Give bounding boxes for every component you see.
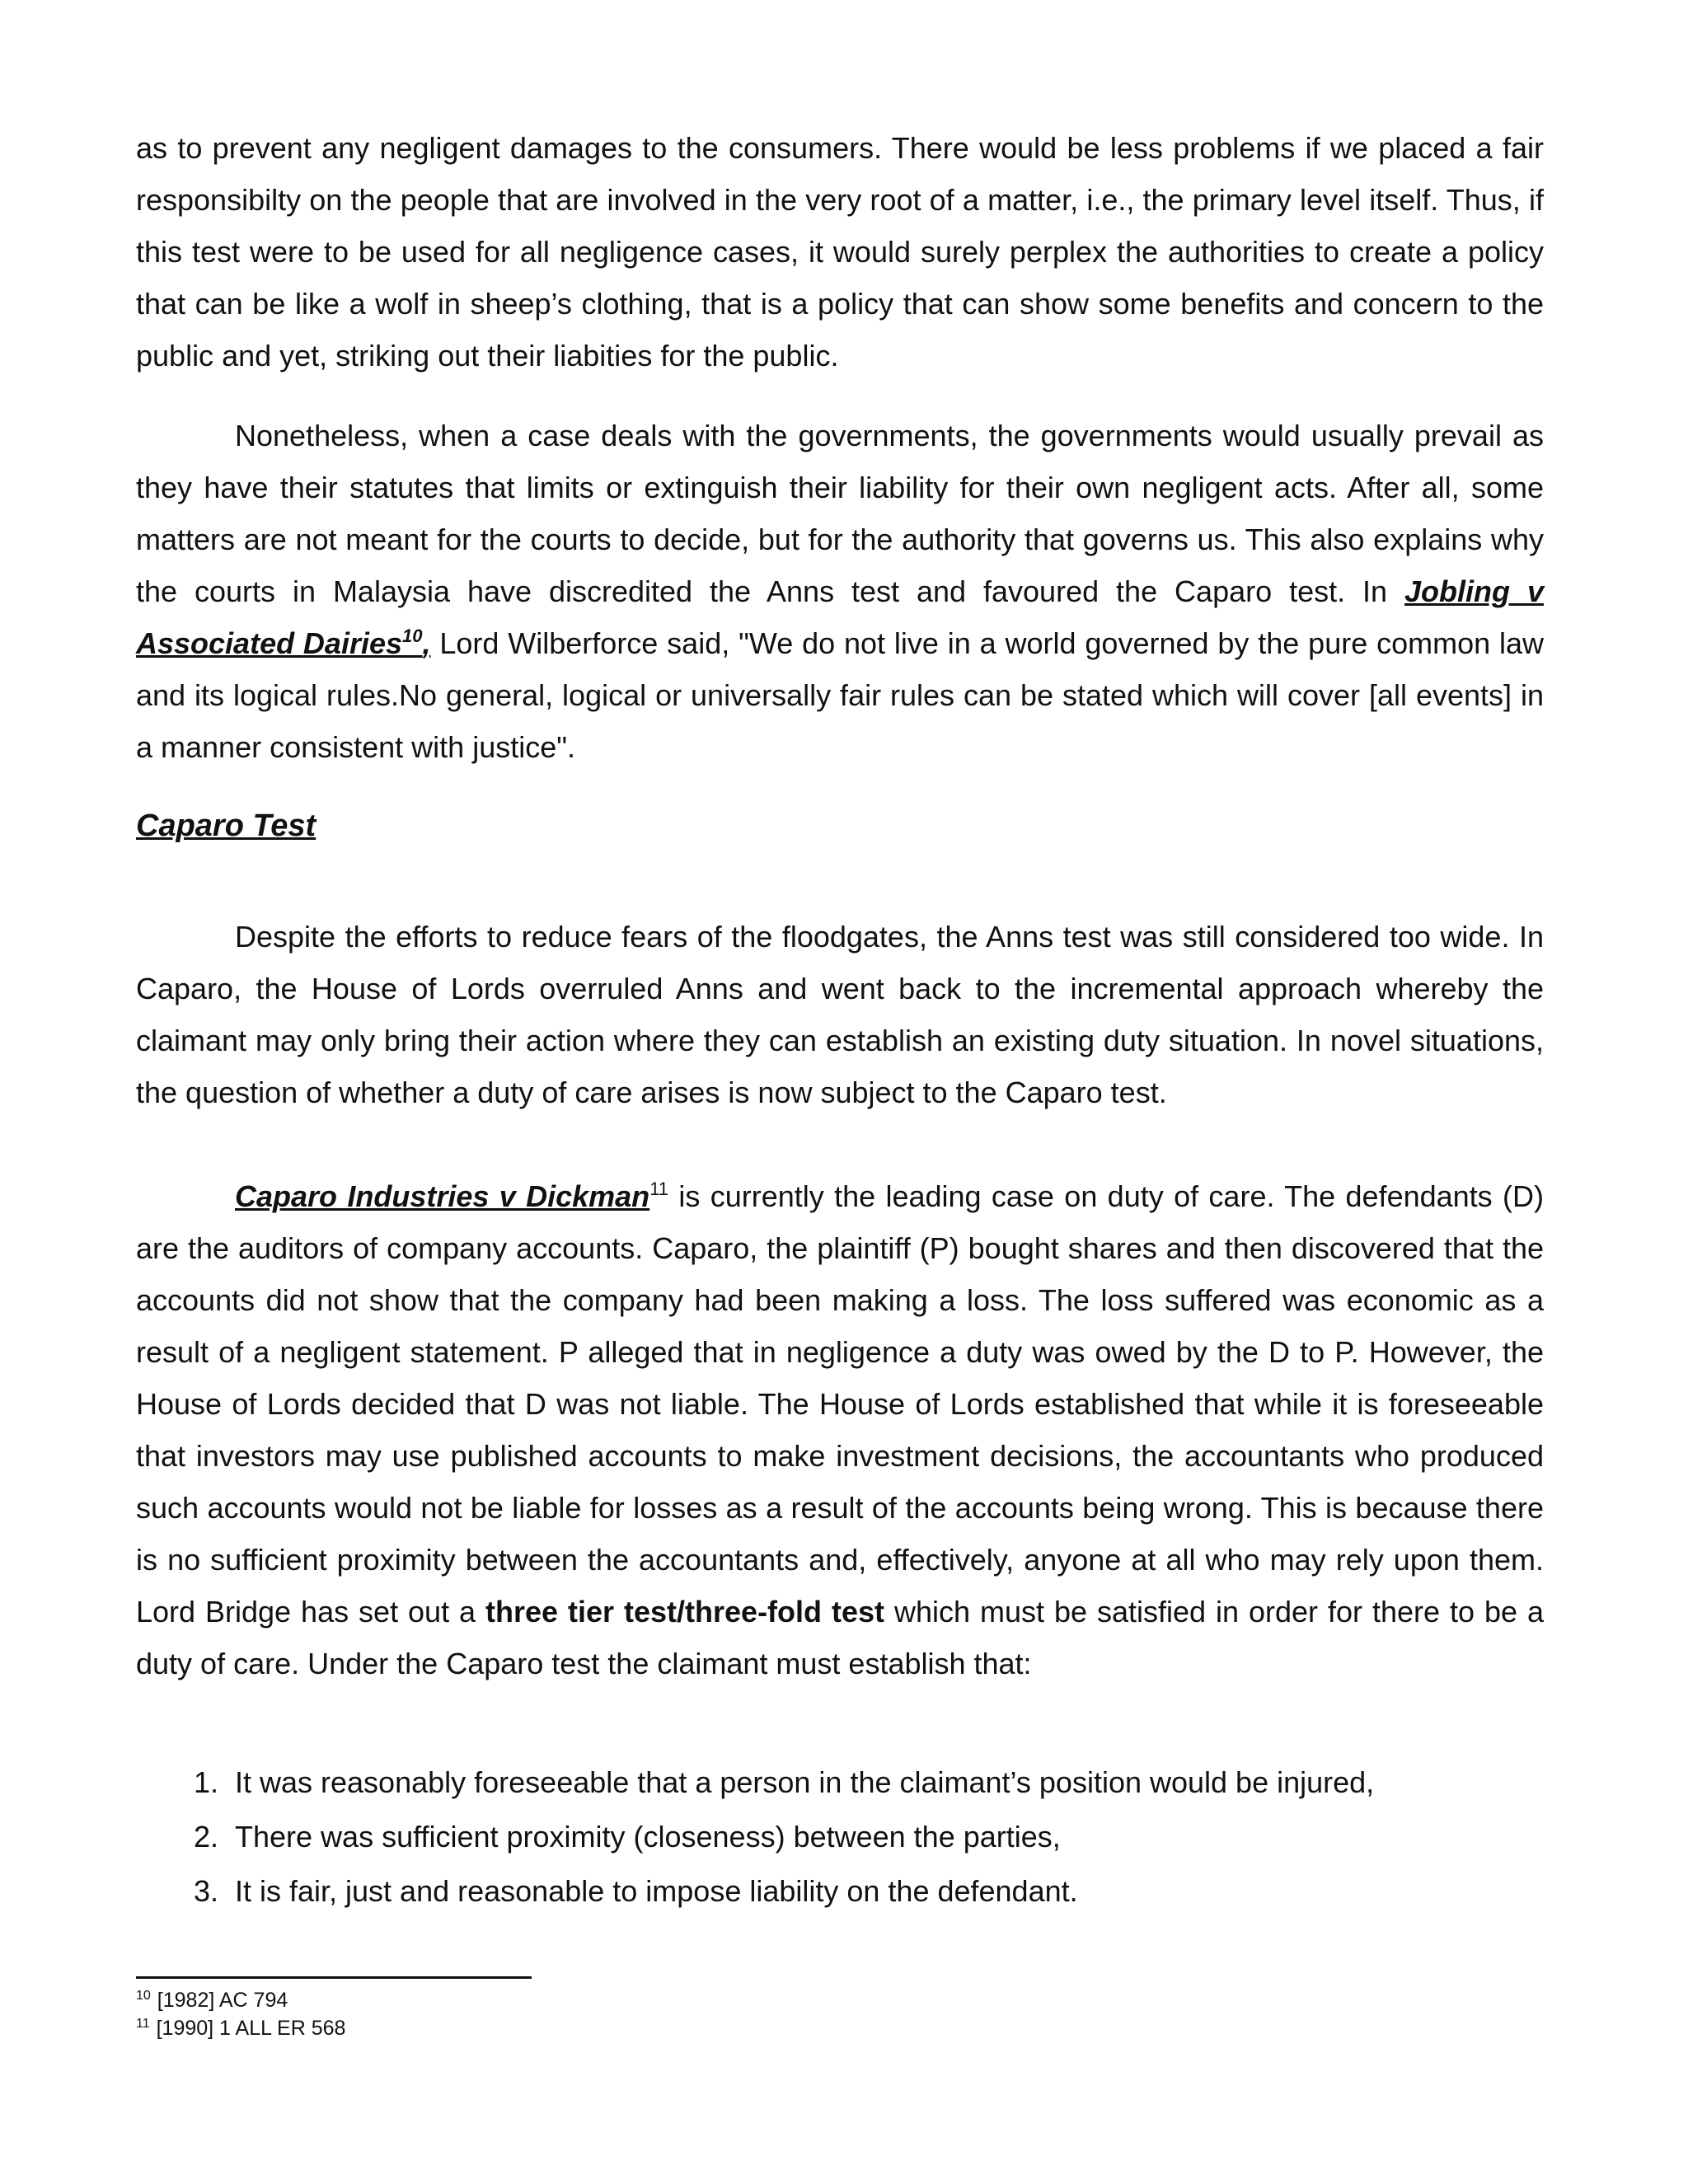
footnote-number: 10 — [136, 1989, 151, 2003]
footnote-10 — [136, 1986, 345, 2014]
list-number: 3. — [193, 1874, 218, 1908]
paragraph-text: as to prevent any negligent damages to the consumers. There would be less problems if we placed a fair responsibilty on the people that are involved in the very root of a matter, i.e., the primary level itself. Thus, if this test were to be used for all negligence cases, it would surely perplex the authorities to create a policy that can be like a wolf in sheep’s clothing, that is a policy that can show some benefits and concern to the public and yet, striking out their liabities for the public. — [136, 131, 1544, 373]
caparo-criteria-list — [136, 1755, 1544, 1919]
footnote-text: [1990] 1 ALL ER 568 — [156, 2017, 346, 2040]
list-item — [136, 1755, 1544, 1810]
footnote-11 — [136, 2014, 345, 2042]
paragraph-text-segment: which must be satisfied in order for there to be a duty of care. Under the Caparo test the claimant must establish that: — [136, 1595, 1544, 1680]
paragraph-3 — [136, 911, 1544, 1118]
paragraph-2 — [136, 410, 1544, 773]
paragraph-text — [136, 1170, 1544, 1690]
footnote-divider — [136, 1976, 532, 1979]
case-name: Jobling v Associated Dairies — [136, 574, 1544, 660]
paragraph-text-segment: is currently the leading case on duty of care. The defendants (D) are the auditors of company accounts. Caparo, the plaintiff (P) bought shares and then discovered that the accounts did not show that the company had been making a loss. The loss suffered was economic as a result of a negligent statement. P alleged that in negligence a duty was owed by the D to P. However, the House of Lords decided that D was not liable. The House of Lords established that while it is foreseeable that investors may use published accounts to make investment decisions, the accountants who produced such accounts would not be liable for losses as a result of the accounts being wrong. This is because there is no sufficient proximity between the accountants and, effectively, anyone at all who may rely upon them. Lord Bridge has set out a — [136, 1179, 1544, 1629]
paragraph-text — [136, 410, 1544, 773]
list-number: 2. — [193, 1820, 218, 1854]
footnote-text: [1982] AC 794 — [157, 1989, 288, 2012]
footnote-number: 11 — [136, 2017, 150, 2031]
footnote-ref-10: 10 — [402, 626, 423, 646]
paragraph-4 — [136, 1170, 1544, 1690]
paragraph-text: Despite the efforts to reduce fears of the floodgates, the Anns test was still considered too wide. In Caparo, the House of Lords overruled Anns and went back to the incremental approach whereby the claimant may only bring their action where they can establish an existing duty situation. In novel situations, the question of whether a duty of care arises is now subject to the Caparo test. — [136, 920, 1544, 1109]
list-item — [136, 1810, 1544, 1864]
case-citation-caparo: Caparo Industries v Dickman — [235, 1179, 650, 1213]
bold-term: three tier test/three-fold test — [485, 1595, 885, 1629]
paragraph-1 — [136, 122, 1544, 382]
list-text: There was sufficient proximity (closeness) between the parties, — [235, 1820, 1061, 1854]
paragraph-text-segment: Nonetheless, when a case deals with the governments, the governments would usually prevail as they have their statutes that limits or extinguish their liability for their own negligent acts. After all, some matters are not meant for the courts to decide, but for the authority that governs us. This also explains why the courts in Malaysia have discredited the Anns test and favoured the Caparo test. In — [136, 419, 1544, 608]
footnote-ref-11: 11 — [649, 1179, 669, 1199]
list-text: It was reasonably foreseeable that a person in the claimant’s position would be injured, — [235, 1765, 1375, 1799]
case-comma: , — [422, 626, 431, 660]
paragraph-text-segment: Lord Wilberforce said, "We do not live in a world governed by the pure common law and its logical rules.No general, logical or universally fair rules can be stated which will cover [all events] in a manner consistent with justice". — [136, 626, 1544, 764]
section-heading: Caparo Test — [136, 808, 316, 843]
list-number: 1. — [193, 1765, 218, 1799]
list-text: It is fair, just and reasonable to impose liability on the defendant. — [235, 1874, 1078, 1908]
list-item — [136, 1864, 1544, 1919]
footnotes — [136, 1986, 345, 2042]
